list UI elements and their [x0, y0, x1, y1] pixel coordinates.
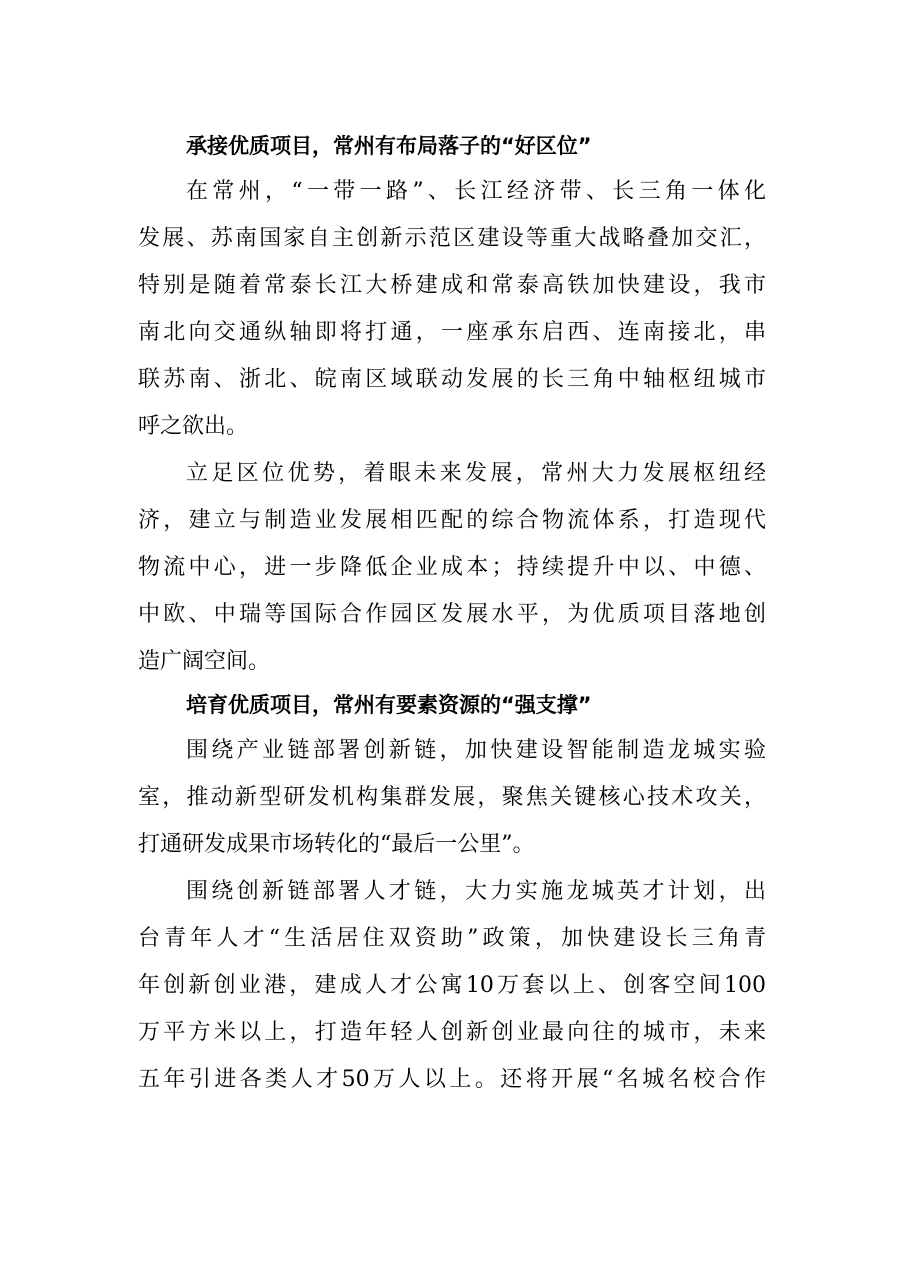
text-line: 联苏南、浙北、皖南区域联动发展的长三角中轴枢纽城市 [138, 367, 766, 392]
text-line: 造广阔空间。 [138, 649, 271, 674]
text-line: 年创新创业港，建成人才公寓10万套以上、创客空间100 [138, 973, 766, 998]
text-line: 围绕产业链部署创新链，加快建设智能制造龙城实验 [186, 738, 766, 763]
text-line: 物流中心，进一步降低企业成本；持续提升中以、中德、 [138, 555, 766, 580]
text-line: 立足区位优势，着眼未来发展，常州大力发展枢纽经 [186, 461, 766, 486]
text-line: 发展、苏南国家自主创新示范区建设等重大战略叠加交汇， [138, 226, 766, 251]
section-heading: 培育优质项目，常州有要素资源的“强支撑” [186, 693, 592, 717]
text-line: 台青年人才“生活居住双资助”政策，加快建设长三角青 [138, 926, 766, 951]
paragraph [138, 868, 766, 1103]
section-heading: 承接优质项目，常州有布局落子的“好区位” [186, 134, 592, 158]
text-line: 五年引进各类人才50万人以上。还将开展“名城名校合作 [138, 1067, 766, 1092]
text-line: 特别是随着常泰长江大桥建成和常泰高铁加快建设，我市 [138, 273, 766, 298]
text-line: 万平方米以上，打造年轻人创新创业最向往的城市，未来 [138, 1020, 766, 1045]
section-location [138, 126, 766, 685]
text-line: 室，推动新型研发机构集群发展，聚焦关键核心技术攻关， [138, 785, 766, 810]
text-line: 打通研发成果市场转化的“最后一公里”。 [138, 832, 535, 857]
paragraph [138, 168, 766, 450]
text-line: 围绕创新链部署人才链，大力实施龙城英才计划，出 [186, 879, 766, 904]
text-line: 在常州，“一带一路”、长江经济带、长三角一体化 [186, 179, 766, 204]
text-line: 济，建立与制造业发展相匹配的综合物流体系，打造现代 [138, 508, 766, 533]
text-line: 中欧、中瑞等国际合作园区发展水平，为优质项目落地创 [138, 602, 766, 627]
document-body [138, 126, 766, 1103]
text-line: 呼之欲出。 [138, 414, 249, 439]
paragraph [138, 450, 766, 685]
paragraph [138, 727, 766, 868]
section-resources [138, 685, 766, 1103]
text-line: 南北向交通纵轴即将打通，一座承东启西、连南接北，串 [138, 320, 766, 345]
